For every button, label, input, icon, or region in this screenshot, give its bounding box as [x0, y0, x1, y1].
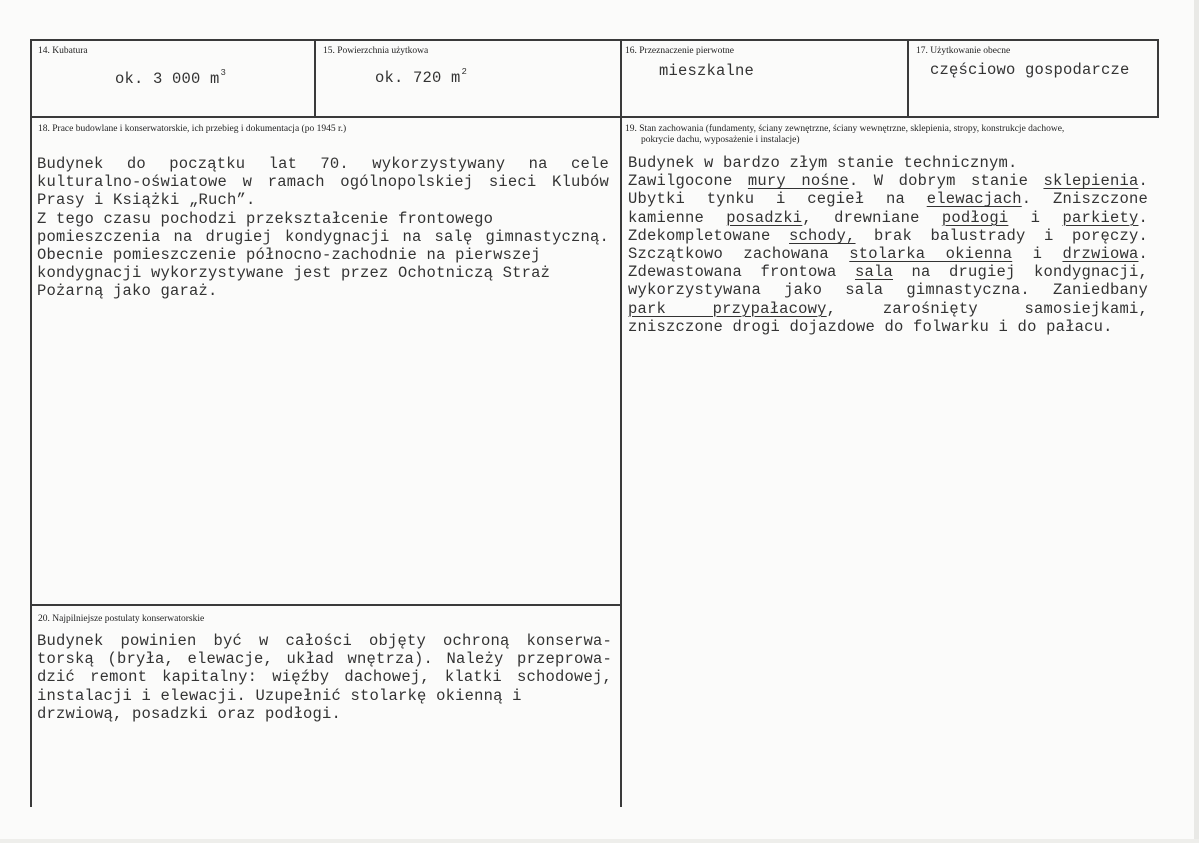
field-19-line: [628, 172, 1148, 190]
field-19-line: zniszczone drogi dojazdowe do folwarku i do pałacu.: [628, 317, 1113, 336]
left-rule: [30, 39, 32, 807]
field-20-line: Budynek powinien być w całości objęty ochroną konserwa-: [37, 632, 612, 650]
field-19-segment: Zawilgocone: [628, 172, 748, 191]
field-19-line: [628, 227, 1148, 245]
field-18-text: [37, 155, 609, 301]
field-15-text: ok. 720 m: [375, 69, 461, 87]
field-17-label: 17. Użytkowanie obecne: [916, 46, 1011, 56]
top-rule: [30, 39, 1159, 41]
field-16-label: 16. Przeznaczenie pierwotne: [625, 46, 734, 56]
field-19-segment: , drewniane: [802, 208, 942, 227]
col-divider-1: [314, 39, 316, 118]
field-19-label-line1: 19. Stan zachowania (fundamenty, ściany zewnętrzne, ściany wewnętrzne, sklepienia, stropy, konstrukcje dachowe,: [625, 124, 1065, 134]
field-19-label: [625, 124, 1064, 146]
underlined-term: drzwiowa: [1062, 245, 1139, 264]
center-divider: [620, 39, 622, 807]
paper-edge-right: [1194, 0, 1199, 843]
field-14-value: [115, 64, 226, 88]
right-rule: [1157, 39, 1159, 118]
field-15-value: [375, 63, 467, 87]
underlined-term: parkiety: [1062, 208, 1139, 227]
underlined-term: mury nośne: [747, 172, 849, 191]
field-19-line: Budynek w bardzo złym stanie technicznym.: [628, 154, 1018, 172]
field-19-segment: .: [1138, 172, 1148, 191]
field-18-line: Budynek do początku lat 70. wykorzystywany na cele: [37, 155, 609, 173]
underlined-term: schody,: [789, 226, 856, 245]
field-18-line: kulturalno-oświatowe w ramach ogólnopolskiej sieci Klubów: [37, 173, 609, 192]
underlined-term: sala: [855, 263, 894, 282]
field-18-line: pomieszczenia na drugiej kondygnacji na salę gimnastyczną.: [37, 227, 609, 246]
field-19-line: wykorzystywana jako sala gimnastyczna. Zaniedbany: [628, 281, 1148, 300]
field-19-segment: na drugiej kondygnacji,: [893, 263, 1148, 282]
field-19-line: [628, 190, 1148, 208]
field-19-line: [628, 209, 1148, 227]
field-19-segment: Zdekompletowane: [628, 226, 790, 245]
underlined-term: park przypałacowy: [628, 299, 827, 318]
field-18-line: Prasy i Książki „Ruch”.: [37, 191, 256, 210]
underlined-term: posadzki: [726, 208, 803, 227]
field-19-segment: i: [1008, 208, 1063, 227]
field-19-segment: . Zniszczone: [1021, 190, 1148, 209]
field-19-label-line2: pokrycie dachu, wyposażenie i instalacje): [641, 135, 800, 145]
field-19-segment: brak balustrady i poręczy.: [855, 226, 1148, 245]
field-16-value: mieszkalne: [659, 62, 755, 80]
field-15-label: 15. Powierzchnia użytkowa: [323, 46, 429, 56]
field-19-text: [628, 154, 1148, 336]
field-19-segment: i: [1012, 245, 1063, 264]
field-15-exponent: 2: [461, 67, 468, 77]
field-20-line: instalacji i elewacji. Uzupełnić stolarkę okienną i: [37, 686, 522, 705]
field-18-line: Pożarną jako garaż.: [37, 282, 218, 301]
field-19-segment: Zdewastowana frontowa: [628, 263, 855, 282]
field-18-line: Obecnie pomieszczenie północno-zachodnie na pierwszej: [37, 246, 541, 265]
col-divider-3: [907, 39, 909, 118]
field-19-segment: , zarośnięty samosiejkami,: [826, 299, 1148, 318]
field-14-label: 14. Kubatura: [38, 46, 88, 56]
field-19-segment: Szczątkowo zachowana: [628, 245, 850, 264]
field-20-line: dzić remont kapitalny: więźby dachowej, klatki schodowej,: [37, 668, 612, 687]
underlined-term: elewacjach: [926, 190, 1022, 209]
field-18-line: Z tego czasu pochodzi przekształcenie frontowego: [37, 209, 494, 228]
field-19-line: [628, 300, 1148, 318]
field-20-line: torską (bryła, elewacje, układ wnętrza). Należy przeprowa-: [37, 650, 612, 669]
underlined-term: stolarka okienna: [849, 245, 1013, 264]
field-19-segment: Ubytki tynku i cegieł na: [628, 190, 927, 209]
paper-edge-bottom: [0, 839, 1199, 843]
field-19-line: [628, 263, 1148, 281]
field20-top-rule: [30, 604, 622, 606]
field-17-value: częściowo gospodarcze: [930, 61, 1130, 79]
field-14-text: ok. 3 000 m: [115, 70, 220, 88]
field-18-line: kondygnacji wykorzystywane jest przez Ochotniczą Straż: [37, 264, 551, 283]
field-20-line: drzwiową, posadzki oraz podłogi.: [37, 704, 342, 723]
field-19-segment: .: [1138, 245, 1148, 264]
field-19-segment: kamienne: [628, 208, 727, 227]
field-19-segment: . W dobrym stanie: [848, 172, 1044, 191]
field-20-text: [37, 632, 612, 723]
row1-bottom-rule: [30, 116, 1159, 118]
field-19-segment: .: [1138, 208, 1148, 227]
field-19-line: [628, 245, 1148, 263]
field-14-exponent: 3: [220, 68, 227, 78]
field-18-label: 18. Prace budowlane i konserwatorskie, ich przebieg i dokumentacja (po 1945 r.): [38, 124, 347, 134]
field-20-label: 20. Najpilniejsze postulaty konserwatorskie: [38, 614, 205, 624]
underlined-term: sklepienia: [1043, 172, 1139, 191]
underlined-term: podłogi: [941, 208, 1009, 227]
